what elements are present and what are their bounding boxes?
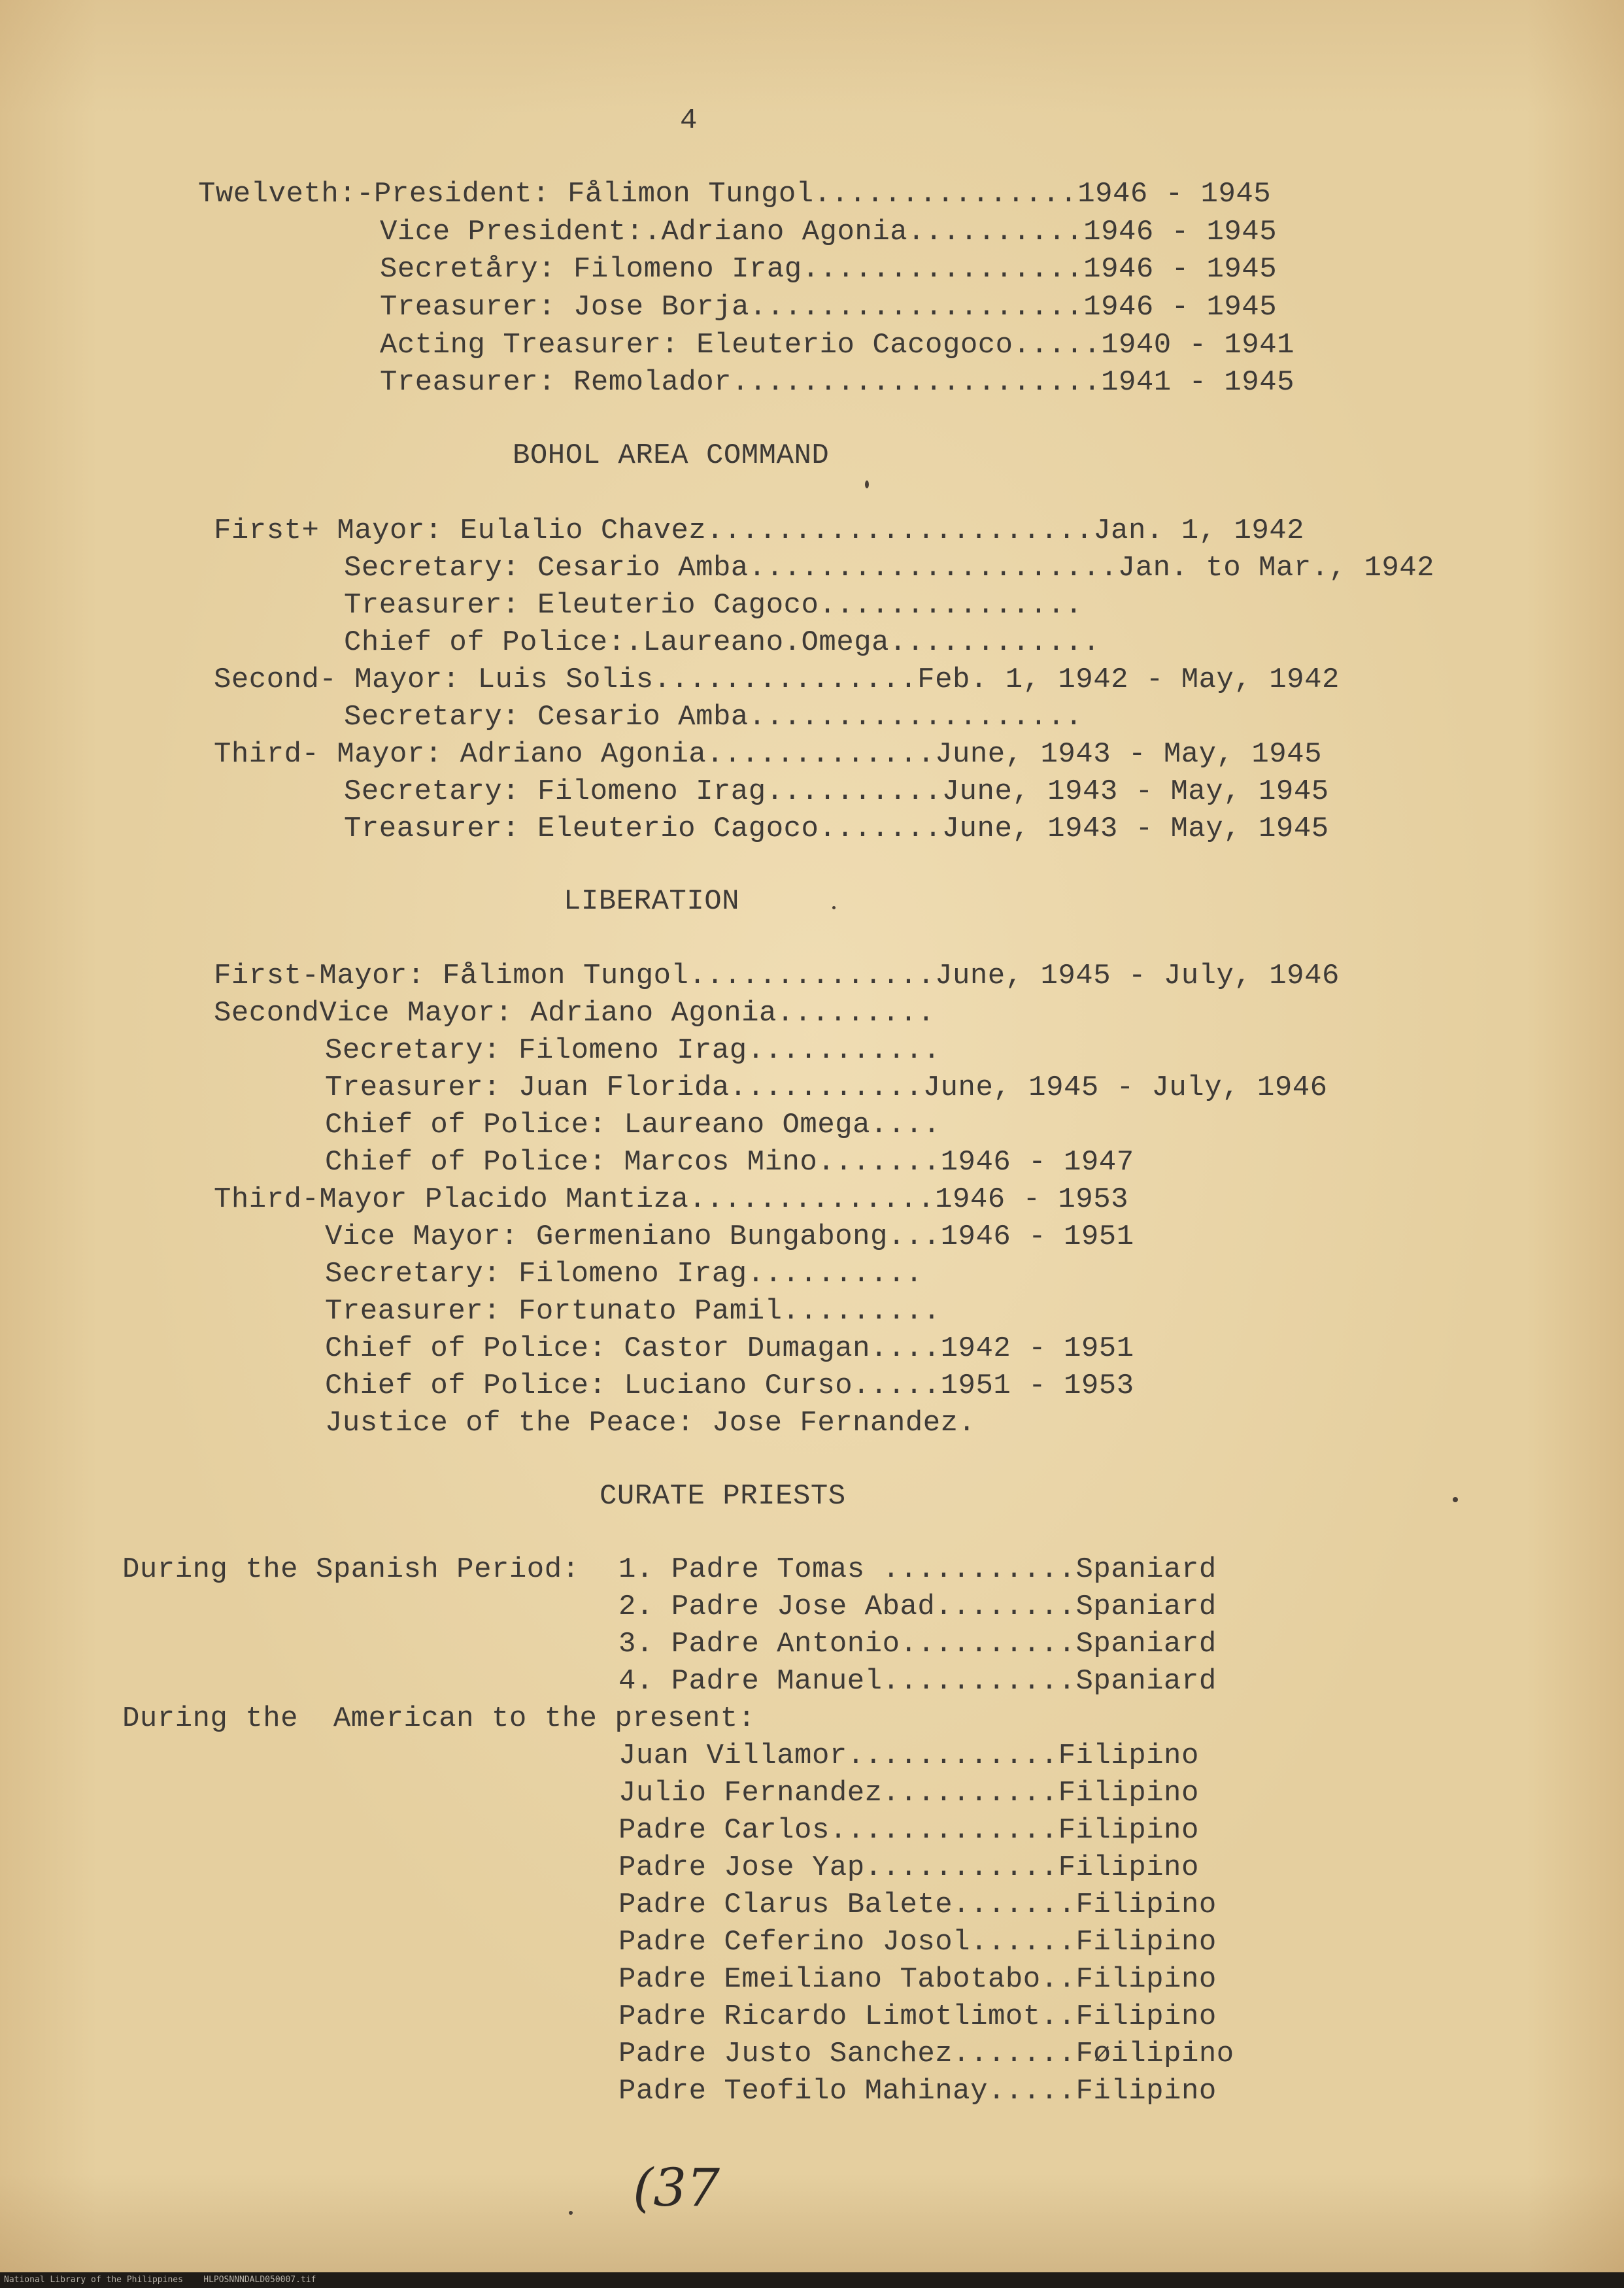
ink-speck [865, 480, 869, 488]
american-period-label: During the American to the present: [122, 1702, 756, 1735]
liberation-line: Secretary: Filomeno Irag.......... [325, 1258, 923, 1290]
liberation-line: Chief of Police: Luciano Curso.....1951 - 1953 [325, 1370, 1134, 1402]
ink-speck [832, 906, 836, 909]
spanish-period-label: During the Spanish Period: [122, 1553, 580, 1586]
scan-footer: National Library of the Philippines HLPOSNNNDALD050007.tif [0, 2272, 1624, 2288]
liberation-line: Justice of the Peace: Jose Fernandez. [325, 1407, 976, 1439]
liberation-line: SecondVice Mayor: Adriano Agonia......... [214, 997, 936, 1030]
council-line: Treasurer: Remolador.....................1941 - 1945 [380, 366, 1295, 399]
filipino-priest: Padre Carlos.............Filipino [618, 1814, 1199, 1847]
filipino-priest: Padre Emeiliano Tabotabo..Filipino [618, 1963, 1217, 1996]
filipino-priest: Padre Justo Sanchez.......Føilipino [618, 2038, 1234, 2070]
liberation-line: Secretary: Filomeno Irag........... [325, 1034, 941, 1067]
section-heading-bohol: BOHOL AREA COMMAND [513, 439, 830, 472]
bohol-line: First+ Mayor: Eulalio Chavez......................Jan. 1, 1942 [214, 514, 1305, 547]
liberation-line: Vice Mayor: Germeniano Bungabong...1946 - 1951 [325, 1220, 1134, 1253]
filipino-priest: Juan Villamor............Filipino [618, 1740, 1199, 1772]
bohol-line: Treasurer: Eleuterio Cagoco............... [344, 589, 1083, 622]
page-number: 4 [680, 105, 698, 137]
bohol-line: Chief of Police:.Laureano.Omega............ [344, 626, 1100, 659]
filipino-priest: Padre Teofilo Mahinay.....Filipino [618, 2075, 1217, 2108]
council-line: Vice President:.Adriano Agonia..........1946 - 1945 [380, 216, 1277, 248]
filipino-priest: Padre Clarus Balete.......Filipino [618, 1889, 1217, 1921]
spanish-priest: 4. Padre Manuel...........Spaniard [618, 1665, 1217, 1698]
council-line: Twelveth:-President: Fålimon Tungol...............1946 - 1945 [198, 178, 1272, 210]
bohol-line: Secretary: Cesario Amba.....................Jan. to Mar., 1942 [344, 552, 1435, 584]
liberation-line: Chief of Police: Laureano Omega.... [325, 1109, 941, 1141]
liberation-line: First-Mayor: Fålimon Tungol..............June, 1945 - July, 1946 [214, 960, 1340, 992]
handwritten-page-number: (37 [633, 2157, 720, 2218]
liberation-line: Chief of Police: Marcos Mino.......1946 - 1947 [325, 1146, 1134, 1179]
liberation-line: Treasurer: Fortunato Pamil......... [325, 1295, 941, 1328]
filipino-priest: Padre Ceferino Josol......Filipino [618, 1926, 1217, 1959]
spanish-priest: 1. Padre Tomas ...........Spaniard [618, 1553, 1217, 1586]
filipino-priest: Padre Jose Yap...........Filipino [618, 1851, 1199, 1884]
section-heading-liberation: LIBERATION [564, 885, 740, 918]
liberation-line: Third-Mayor Placido Mantiza..............1946 - 1953 [214, 1183, 1129, 1216]
bohol-line: Secretary: Cesario Amba................... [344, 701, 1083, 733]
liberation-line: Treasurer: Juan Florida...........June, 1945 - July, 1946 [325, 1071, 1328, 1104]
spanish-priest: 3. Padre Antonio..........Spaniard [618, 1628, 1217, 1660]
ink-speck [1453, 1497, 1458, 1502]
council-line: Treasurer: Jose Borja...................1946 - 1945 [380, 291, 1277, 324]
filipino-priest: Julio Fernandez..........Filipino [618, 1777, 1199, 1809]
filipino-priest: Padre Ricardo Limotlimot..Filipino [618, 2000, 1217, 2033]
spanish-priest: 2. Padre Jose Abad........Spaniard [618, 1590, 1217, 1623]
ink-speck [569, 2211, 573, 2215]
bohol-line: Third- Mayor: Adriano Agonia.............June, 1943 - May, 1945 [214, 738, 1322, 771]
bohol-line: Treasurer: Eleuterio Cagoco.......June, 1943 - May, 1945 [344, 813, 1329, 845]
section-heading-curate-priests: CURATE PRIESTS [600, 1480, 846, 1513]
liberation-line: Chief of Police: Castor Dumagan....1942 - 1951 [325, 1332, 1134, 1365]
council-line: Acting Treasurer: Eleuterio Cacogoco.....1940 - 1941 [380, 329, 1295, 362]
bohol-line: Second- Mayor: Luis Solis...............Feb. 1, 1942 - May, 1942 [214, 664, 1340, 696]
council-line: Secretåry: Filomeno Irag................1946 - 1945 [380, 253, 1277, 286]
bohol-line: Secretary: Filomeno Irag..........June, 1943 - May, 1945 [344, 775, 1329, 808]
